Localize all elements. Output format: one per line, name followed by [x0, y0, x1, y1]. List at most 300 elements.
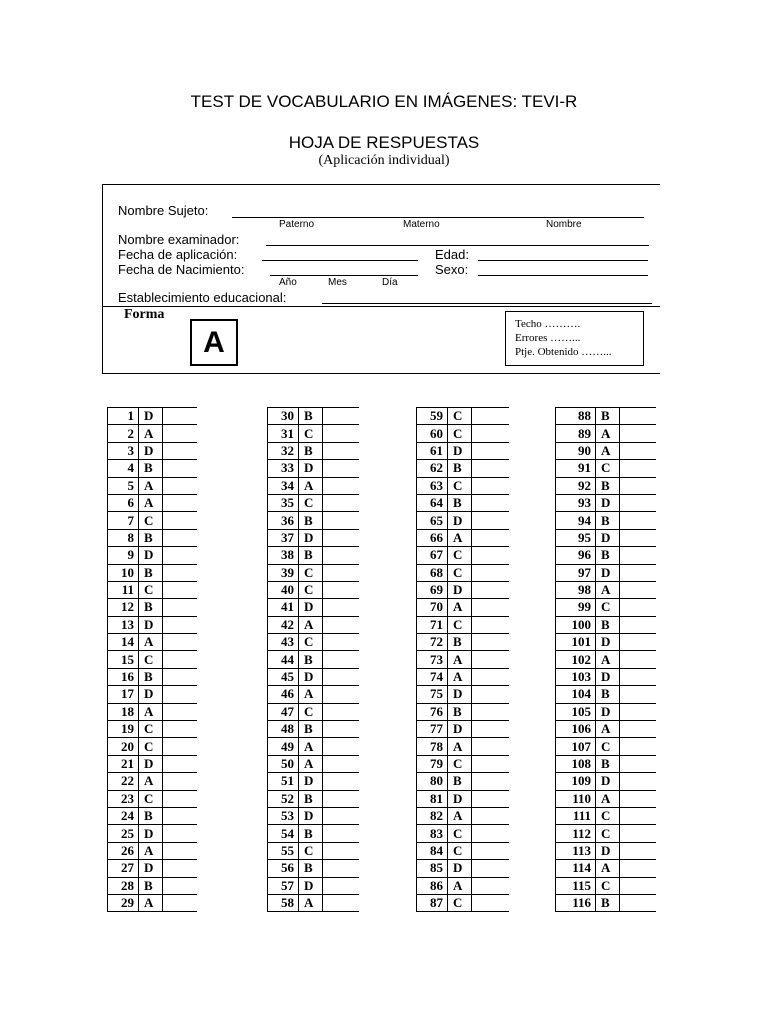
- response-cell[interactable]: [163, 755, 197, 772]
- subject-name-field[interactable]: [232, 217, 644, 218]
- correct-answer: C: [299, 564, 323, 581]
- item-number: 17: [108, 686, 139, 703]
- correct-answer: B: [139, 564, 163, 581]
- response-cell[interactable]: [620, 721, 656, 738]
- item-number: 18: [108, 703, 139, 720]
- item-number: 108: [556, 755, 596, 772]
- response-cell[interactable]: [620, 477, 656, 494]
- correct-answer: C: [596, 825, 620, 842]
- item-number: 33: [268, 460, 299, 477]
- response-cell[interactable]: [620, 616, 656, 633]
- answer-row: [268, 512, 359, 529]
- correct-answer: C: [596, 807, 620, 824]
- response-cell[interactable]: [163, 564, 197, 581]
- correct-answer: B: [299, 512, 323, 529]
- response-cell[interactable]: [323, 634, 359, 651]
- correct-answer: A: [596, 860, 620, 877]
- response-cell[interactable]: [163, 721, 197, 738]
- answer-row: [417, 425, 509, 442]
- answer-row: [268, 599, 359, 616]
- correct-answer: B: [448, 773, 472, 790]
- response-cell[interactable]: [620, 773, 656, 790]
- response-cell[interactable]: [620, 686, 656, 703]
- response-cell[interactable]: [323, 442, 359, 459]
- answer-row: [417, 894, 509, 911]
- answer-row: [108, 564, 197, 581]
- answer-row: [556, 721, 656, 738]
- answer-row: [556, 807, 656, 824]
- response-cell[interactable]: [472, 668, 509, 685]
- response-cell[interactable]: [163, 634, 197, 651]
- response-cell[interactable]: [620, 547, 656, 564]
- item-number: 31: [268, 425, 299, 442]
- correct-answer: C: [448, 616, 472, 633]
- answer-row: [108, 460, 197, 477]
- item-number: 94: [556, 512, 596, 529]
- response-cell[interactable]: [323, 738, 359, 755]
- answer-row: [108, 825, 197, 842]
- correct-answer: C: [139, 721, 163, 738]
- response-cell[interactable]: [323, 616, 359, 633]
- answer-row: [417, 494, 509, 511]
- item-number: 84: [417, 842, 448, 859]
- correct-answer: C: [448, 477, 472, 494]
- response-cell[interactable]: [620, 564, 656, 581]
- item-number: 32: [268, 442, 299, 459]
- answer-row: [417, 738, 509, 755]
- response-cell[interactable]: [163, 581, 197, 598]
- item-number: 98: [556, 581, 596, 598]
- response-cell[interactable]: [323, 529, 359, 546]
- item-number: 93: [556, 494, 596, 511]
- subject-name-label: Nombre Sujeto:: [118, 203, 209, 218]
- correct-answer: D: [139, 686, 163, 703]
- item-number: 107: [556, 738, 596, 755]
- item-number: 50: [268, 755, 299, 772]
- answer-row: [268, 790, 359, 807]
- response-cell[interactable]: [323, 477, 359, 494]
- response-cell[interactable]: [472, 773, 509, 790]
- sex-field[interactable]: [478, 275, 648, 276]
- correct-answer: A: [448, 807, 472, 824]
- answer-row: [108, 442, 197, 459]
- correct-answer: A: [299, 755, 323, 772]
- item-number: 113: [556, 842, 596, 859]
- answer-row: [556, 512, 656, 529]
- response-cell[interactable]: [472, 581, 509, 598]
- response-cell[interactable]: [472, 408, 509, 425]
- correct-answer: D: [139, 825, 163, 842]
- answer-row: [108, 529, 197, 546]
- answer-row: [108, 860, 197, 877]
- correct-answer: A: [448, 877, 472, 894]
- response-cell[interactable]: [163, 703, 197, 720]
- item-number: 10: [108, 564, 139, 581]
- item-number: 56: [268, 860, 299, 877]
- response-cell[interactable]: [163, 477, 197, 494]
- item-number: 81: [417, 790, 448, 807]
- answer-row: [268, 408, 359, 425]
- response-cell[interactable]: [472, 634, 509, 651]
- response-cell[interactable]: [472, 755, 509, 772]
- response-cell[interactable]: [163, 668, 197, 685]
- response-cell[interactable]: [323, 564, 359, 581]
- response-cell[interactable]: [163, 616, 197, 633]
- answer-row: [108, 755, 197, 772]
- response-cell[interactable]: [620, 668, 656, 685]
- response-cell[interactable]: [620, 790, 656, 807]
- answer-row: [417, 634, 509, 651]
- answer-row: [417, 807, 509, 824]
- response-cell[interactable]: [472, 477, 509, 494]
- response-cell[interactable]: [323, 755, 359, 772]
- correct-answer: B: [596, 547, 620, 564]
- response-cell[interactable]: [323, 842, 359, 859]
- score-box: [505, 311, 644, 366]
- item-number: 96: [556, 547, 596, 564]
- response-cell[interactable]: [163, 547, 197, 564]
- materno-label: Materno: [403, 219, 440, 230]
- answer-row: [417, 755, 509, 772]
- response-cell[interactable]: [620, 581, 656, 598]
- correct-answer: B: [299, 790, 323, 807]
- response-cell[interactable]: [163, 686, 197, 703]
- response-cell[interactable]: [163, 842, 197, 859]
- answer-row: [556, 738, 656, 755]
- response-cell[interactable]: [163, 599, 197, 616]
- response-cell[interactable]: [472, 860, 509, 877]
- response-cell[interactable]: [323, 581, 359, 598]
- sheet-title: HOJA DE RESPUESTAS: [288, 133, 480, 152]
- answer-column-1: [107, 407, 197, 912]
- response-cell[interactable]: [472, 651, 509, 668]
- response-cell[interactable]: [163, 494, 197, 511]
- answer-row: [417, 668, 509, 685]
- correct-answer: C: [448, 425, 472, 442]
- response-cell[interactable]: [323, 651, 359, 668]
- response-cell[interactable]: [620, 651, 656, 668]
- answer-row: [417, 703, 509, 720]
- item-number: 13: [108, 616, 139, 633]
- answer-row: [556, 460, 656, 477]
- response-cell[interactable]: [472, 599, 509, 616]
- item-number: 106: [556, 721, 596, 738]
- answer-row: [556, 564, 656, 581]
- response-cell[interactable]: [323, 807, 359, 824]
- response-cell[interactable]: [472, 547, 509, 564]
- answer-row: [556, 477, 656, 494]
- correct-answer: D: [299, 668, 323, 685]
- response-cell[interactable]: [620, 425, 656, 442]
- response-cell[interactable]: [472, 790, 509, 807]
- correct-answer: B: [299, 408, 323, 425]
- response-cell[interactable]: [323, 860, 359, 877]
- response-cell[interactable]: [620, 738, 656, 755]
- school-field[interactable]: [322, 303, 652, 304]
- answer-row: [417, 877, 509, 894]
- response-cell[interactable]: [620, 860, 656, 877]
- response-cell[interactable]: [472, 738, 509, 755]
- item-number: 83: [417, 825, 448, 842]
- answer-row: [268, 547, 359, 564]
- response-cell[interactable]: [323, 686, 359, 703]
- response-cell[interactable]: [323, 773, 359, 790]
- response-cell[interactable]: [620, 494, 656, 511]
- response-cell[interactable]: [620, 703, 656, 720]
- response-cell[interactable]: [163, 738, 197, 755]
- item-number: 112: [556, 825, 596, 842]
- correct-answer: B: [596, 894, 620, 911]
- response-cell[interactable]: [163, 773, 197, 790]
- correct-answer: C: [139, 790, 163, 807]
- test-title: TEST DE VOCABULARIO EN IMÁGENES: TEVI-R: [190, 92, 578, 111]
- response-cell[interactable]: [620, 894, 656, 911]
- correct-answer: C: [299, 634, 323, 651]
- correct-answer: B: [139, 529, 163, 546]
- response-cell[interactable]: [163, 894, 197, 911]
- answer-row: [417, 529, 509, 546]
- answer-row: [108, 634, 197, 651]
- response-cell[interactable]: [163, 877, 197, 894]
- correct-answer: B: [448, 460, 472, 477]
- response-cell[interactable]: [472, 564, 509, 581]
- answer-row: [268, 738, 359, 755]
- answer-row: [268, 477, 359, 494]
- correct-answer: A: [596, 442, 620, 459]
- item-number: 103: [556, 668, 596, 685]
- response-cell[interactable]: [620, 512, 656, 529]
- answer-row: [268, 442, 359, 459]
- nombre-label: Nombre: [546, 219, 582, 230]
- answer-row: [556, 825, 656, 842]
- correct-answer: B: [139, 460, 163, 477]
- answer-row: [268, 894, 359, 911]
- response-cell[interactable]: [620, 408, 656, 425]
- correct-answer: A: [139, 425, 163, 442]
- answer-row: [108, 877, 197, 894]
- item-number: 30: [268, 408, 299, 425]
- response-cell[interactable]: [472, 686, 509, 703]
- correct-answer: B: [448, 494, 472, 511]
- answer-row: [108, 547, 197, 564]
- examiner-field[interactable]: [266, 245, 649, 246]
- correct-answer: D: [139, 547, 163, 564]
- answer-row: [417, 547, 509, 564]
- item-number: 42: [268, 616, 299, 633]
- answer-row: [556, 686, 656, 703]
- correct-answer: D: [448, 581, 472, 598]
- answer-row: [108, 842, 197, 859]
- answer-row: [108, 686, 197, 703]
- answer-row: [417, 825, 509, 842]
- response-cell[interactable]: [472, 494, 509, 511]
- response-cell[interactable]: [620, 755, 656, 772]
- response-cell[interactable]: [323, 425, 359, 442]
- answer-row: [108, 721, 197, 738]
- correct-answer: A: [596, 790, 620, 807]
- response-cell[interactable]: [163, 807, 197, 824]
- answer-row: [417, 790, 509, 807]
- correct-answer: D: [448, 442, 472, 459]
- response-cell[interactable]: [472, 512, 509, 529]
- answer-row: [417, 477, 509, 494]
- correct-answer: B: [299, 860, 323, 877]
- item-number: 100: [556, 616, 596, 633]
- correct-answer: D: [299, 773, 323, 790]
- item-number: 97: [556, 564, 596, 581]
- response-cell[interactable]: [472, 703, 509, 720]
- birth-date-field[interactable]: [270, 275, 418, 276]
- answer-row: [268, 651, 359, 668]
- response-cell[interactable]: [323, 721, 359, 738]
- response-cell[interactable]: [163, 651, 197, 668]
- correct-answer: C: [299, 494, 323, 511]
- response-cell[interactable]: [323, 494, 359, 511]
- item-number: 27: [108, 860, 139, 877]
- response-cell[interactable]: [323, 460, 359, 477]
- response-cell[interactable]: [472, 460, 509, 477]
- correct-answer: D: [596, 564, 620, 581]
- item-number: 70: [417, 599, 448, 616]
- item-number: 102: [556, 651, 596, 668]
- correct-answer: A: [596, 721, 620, 738]
- item-number: 45: [268, 668, 299, 685]
- item-number: 72: [417, 634, 448, 651]
- answer-row: [417, 860, 509, 877]
- response-cell[interactable]: [323, 825, 359, 842]
- item-number: 15: [108, 651, 139, 668]
- answer-row: [556, 529, 656, 546]
- answer-column-4: [555, 407, 656, 912]
- answer-row: [268, 529, 359, 546]
- correct-answer: D: [596, 494, 620, 511]
- item-number: 54: [268, 825, 299, 842]
- response-cell[interactable]: [472, 442, 509, 459]
- item-number: 59: [417, 408, 448, 425]
- item-number: 79: [417, 755, 448, 772]
- item-number: 89: [556, 425, 596, 442]
- response-cell[interactable]: [620, 807, 656, 824]
- answer-row: [417, 599, 509, 616]
- response-cell[interactable]: [323, 668, 359, 685]
- response-cell[interactable]: [472, 842, 509, 859]
- correct-answer: A: [448, 668, 472, 685]
- item-number: 99: [556, 599, 596, 616]
- item-number: 63: [417, 477, 448, 494]
- response-cell[interactable]: [472, 616, 509, 633]
- item-number: 49: [268, 738, 299, 755]
- item-number: 68: [417, 564, 448, 581]
- item-number: 7: [108, 512, 139, 529]
- answer-row: [268, 634, 359, 651]
- item-number: 71: [417, 616, 448, 633]
- response-cell[interactable]: [472, 825, 509, 842]
- response-cell[interactable]: [472, 877, 509, 894]
- item-number: 82: [417, 807, 448, 824]
- info-divider: [102, 306, 660, 307]
- item-number: 39: [268, 564, 299, 581]
- response-cell[interactable]: [323, 703, 359, 720]
- response-cell[interactable]: [620, 599, 656, 616]
- response-cell[interactable]: [472, 807, 509, 824]
- response-cell[interactable]: [163, 825, 197, 842]
- response-cell[interactable]: [163, 529, 197, 546]
- answer-row: [417, 581, 509, 598]
- response-cell[interactable]: [472, 721, 509, 738]
- response-cell[interactable]: [620, 442, 656, 459]
- response-cell[interactable]: [323, 877, 359, 894]
- response-cell[interactable]: [163, 860, 197, 877]
- answer-row: [108, 651, 197, 668]
- correct-answer: C: [596, 599, 620, 616]
- response-cell[interactable]: [620, 634, 656, 651]
- response-cell[interactable]: [620, 842, 656, 859]
- answer-column-2: [267, 407, 359, 912]
- response-cell[interactable]: [472, 425, 509, 442]
- response-cell[interactable]: [163, 460, 197, 477]
- response-cell[interactable]: [472, 529, 509, 546]
- correct-answer: A: [139, 703, 163, 720]
- correct-answer: A: [139, 842, 163, 859]
- response-cell[interactable]: [323, 408, 359, 425]
- answer-row: [268, 755, 359, 772]
- response-cell[interactable]: [163, 512, 197, 529]
- age-field[interactable]: [478, 260, 648, 261]
- correct-answer: C: [448, 842, 472, 859]
- item-number: 2: [108, 425, 139, 442]
- response-cell[interactable]: [620, 460, 656, 477]
- correct-answer: A: [139, 477, 163, 494]
- form-version-box: A: [190, 319, 238, 366]
- answer-row: [556, 894, 656, 911]
- response-cell[interactable]: [163, 425, 197, 442]
- correct-answer: A: [448, 599, 472, 616]
- response-cell[interactable]: [323, 894, 359, 911]
- response-cell[interactable]: [620, 529, 656, 546]
- response-cell[interactable]: [323, 790, 359, 807]
- item-number: 38: [268, 547, 299, 564]
- correct-answer: D: [596, 668, 620, 685]
- response-cell[interactable]: [163, 408, 197, 425]
- item-number: 57: [268, 877, 299, 894]
- response-cell[interactable]: [323, 599, 359, 616]
- answer-row: [268, 564, 359, 581]
- response-cell[interactable]: [163, 790, 197, 807]
- answer-row: [108, 894, 197, 911]
- response-cell[interactable]: [323, 512, 359, 529]
- answer-row: [108, 703, 197, 720]
- application-date-field[interactable]: [262, 260, 418, 261]
- correct-answer: A: [139, 773, 163, 790]
- response-cell[interactable]: [472, 894, 509, 911]
- response-cell[interactable]: [323, 547, 359, 564]
- correct-answer: B: [299, 825, 323, 842]
- correct-answer: A: [299, 477, 323, 494]
- answer-row: [268, 703, 359, 720]
- answer-row: [108, 668, 197, 685]
- item-number: 95: [556, 529, 596, 546]
- correct-answer: B: [596, 686, 620, 703]
- correct-answer: C: [596, 738, 620, 755]
- answer-row: [108, 738, 197, 755]
- response-cell[interactable]: [620, 877, 656, 894]
- item-number: 74: [417, 668, 448, 685]
- response-cell[interactable]: [163, 442, 197, 459]
- response-cell[interactable]: [620, 825, 656, 842]
- correct-answer: A: [139, 894, 163, 911]
- item-number: 3: [108, 442, 139, 459]
- answer-row: [268, 825, 359, 842]
